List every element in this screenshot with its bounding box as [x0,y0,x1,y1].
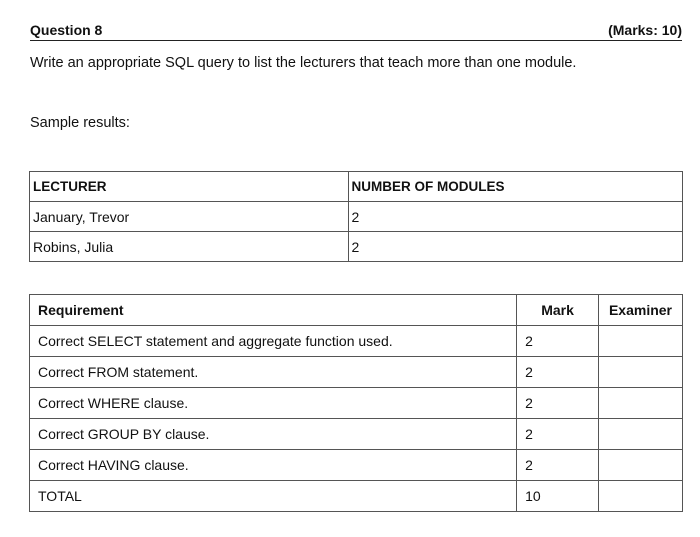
table-header-row [30,295,683,326]
modules-cell: 2 [348,232,682,262]
column-header-mark: Mark [517,295,599,326]
table-row [30,232,683,262]
examiner-cell [599,357,683,388]
total-mark-cell: 10 [517,481,599,512]
mark-cell: 2 [517,357,599,388]
question-header [30,22,682,41]
table-row [30,202,683,232]
column-header-lecturer: LECTURER [30,172,349,202]
question-text: Write an appropriate SQL query to list the lecturers that teach more than one module. [30,55,577,71]
table-row [30,357,683,388]
sample-results-table [29,171,683,262]
mark-cell: 2 [517,450,599,481]
lecturer-cell: January, Trevor [30,202,349,232]
table-row [30,326,683,357]
requirement-cell: Correct SELECT statement and aggregate function used. [30,326,517,357]
total-label-cell: TOTAL [30,481,517,512]
sample-results-label: Sample results: [30,115,130,131]
requirement-cell: Correct HAVING clause. [30,450,517,481]
table-row [30,419,683,450]
requirement-cell: Correct GROUP BY clause. [30,419,517,450]
requirement-cell: Correct FROM statement. [30,357,517,388]
requirements-table [29,294,683,512]
column-header-examiner: Examiner [599,295,683,326]
requirement-cell: Correct WHERE clause. [30,388,517,419]
examiner-cell [599,419,683,450]
table-row [30,388,683,419]
examiner-cell [599,450,683,481]
column-header-number-of-modules: NUMBER OF MODULES [348,172,682,202]
examiner-cell [599,481,683,512]
marks-label: (Marks: 10) [608,22,682,38]
table-row [30,450,683,481]
lecturer-cell: Robins, Julia [30,232,349,262]
mark-cell: 2 [517,419,599,450]
modules-cell: 2 [348,202,682,232]
total-row [30,481,683,512]
mark-cell: 2 [517,326,599,357]
question-title: Question 8 [30,22,103,38]
column-header-requirement: Requirement [30,295,517,326]
table-header-row [30,172,683,202]
examiner-cell [599,326,683,357]
mark-cell: 2 [517,388,599,419]
examiner-cell [599,388,683,419]
